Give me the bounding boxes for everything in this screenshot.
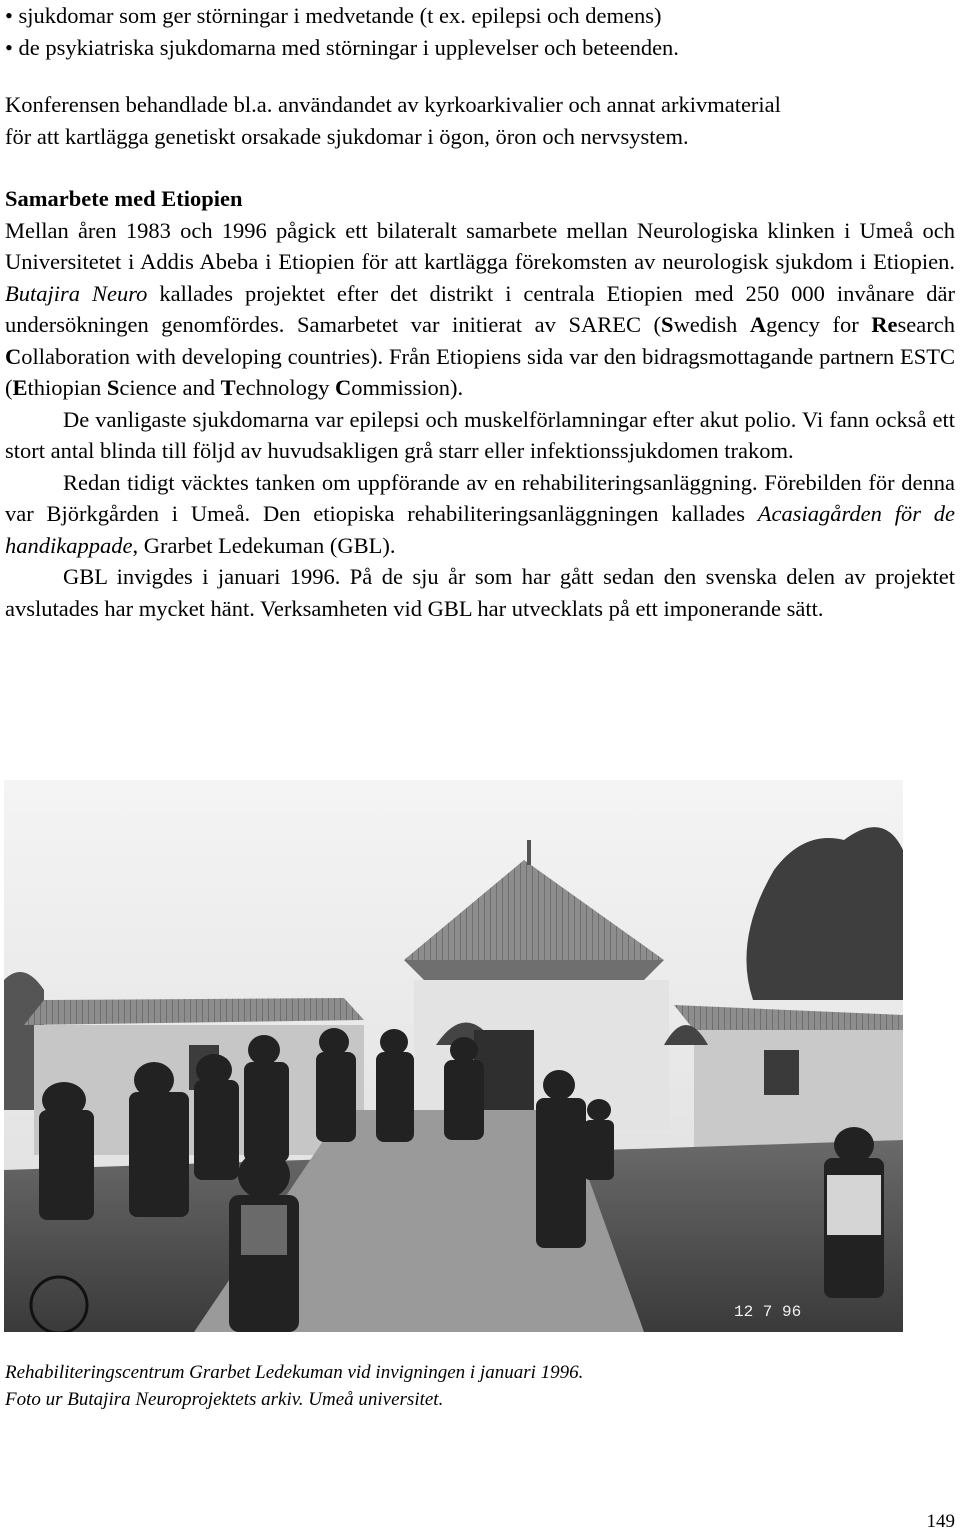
caption-line: Rehabiliteringscentrum Grarbet Ledekuman vid invigningen i januari 1996. xyxy=(5,1362,584,1383)
text-run: Mellan åren 1983 och 1996 pågick ett bilateralt samarbete mellan Neurologiska klinken i Umeå och Universitetet i Addis Abeba i Etiopien för att kartlägga förekomsten av neurologisk sjukdom i Etiopien. xyxy=(5,217,955,274)
paragraph-diseases: De vanligaste sjukdomarna var epilepsi och muskelförlamningar efter akut polio. Vi fann också ett stort antal blinda till följd av huvudsakligen grå starr eller infektionssjukdomen trakom. xyxy=(5,406,955,463)
text-run: echnology xyxy=(235,375,335,400)
intro-line: Konferensen behandlade bl.a. användandet av kyrkoarkivalier och annat arkivmaterial xyxy=(5,92,781,117)
facility-name: Acasiagården för de handikappade xyxy=(5,501,955,558)
paragraph-collaboration xyxy=(5,215,955,404)
intro-paragraph xyxy=(5,89,955,152)
inauguration-photo xyxy=(4,780,903,1332)
text-run: Redan tidigt väcktes tanken om uppförande av en rehabiliteringsanläggning. Förebilden för denna var Björkgården i Umeå. Den etiopiska rehabiliteringsanläggningen kallades xyxy=(5,469,955,526)
paragraph-rehab xyxy=(5,467,955,562)
text-run: search xyxy=(897,312,955,337)
text-run: wedish xyxy=(673,312,750,337)
text-run: kallades projektet efter det distrikt i centrala Etiopien med 250 000 invånare där undersökningen genomfördes. Samarbetet var initierat av SAREC ( xyxy=(5,280,955,337)
acronym-letter: C xyxy=(334,375,352,400)
text-run: , Grarbet Ledekuman (GBL). xyxy=(132,532,396,558)
text-run: ommission). xyxy=(351,375,464,400)
section-ethiopia xyxy=(5,183,955,624)
intro-line: för att kartlägga genetiskt orsakade sjukdomar i ögon, öron och nervsystem. xyxy=(5,123,689,149)
acronym-letter: S xyxy=(106,375,120,400)
text-run: cience and xyxy=(119,375,221,400)
paragraph-gbl: GBL invigdes i januari 1996. På de sju år som har gått sedan den svenska delen av projektet avslutades har mycket hänt. Verksamheten vid GBL har utvecklats på ett imponerande sätt. xyxy=(5,564,955,621)
acronym-letter: A xyxy=(749,312,767,337)
text-run: ollaboration with developing countries). Från Etiopiens sida var den bidragsmottagande partnern ESTC ( xyxy=(5,343,955,400)
page-number: 149 xyxy=(926,1511,955,1532)
caption-line: Foto ur Butajira Neuroprojektets arkiv. Umeå universitet. xyxy=(5,1389,444,1410)
acronym-letter: S xyxy=(661,312,674,337)
project-name: Butajira Neuro xyxy=(5,280,148,306)
acronym-letter: Re xyxy=(871,312,898,337)
photo-caption xyxy=(5,1359,583,1413)
photo-date-stamp: 12 7 96 xyxy=(734,1303,802,1321)
acronym-letter: T xyxy=(220,375,236,400)
bullet-item: • de psykiatriska sjukdomarna med störningar i upplevelser och beteenden. xyxy=(5,34,679,60)
acronym-letter: E xyxy=(12,375,28,400)
section-heading: Samarbete med Etiopien xyxy=(5,186,243,211)
bullet-list xyxy=(5,0,955,63)
text-run: thiopian xyxy=(27,375,107,400)
acronym-letter: C xyxy=(5,343,22,369)
text-run: gency for xyxy=(766,312,872,337)
bullet-item: • sjukdomar som ger störningar i medvetande (t ex. epilepsi och demens) xyxy=(5,3,662,28)
